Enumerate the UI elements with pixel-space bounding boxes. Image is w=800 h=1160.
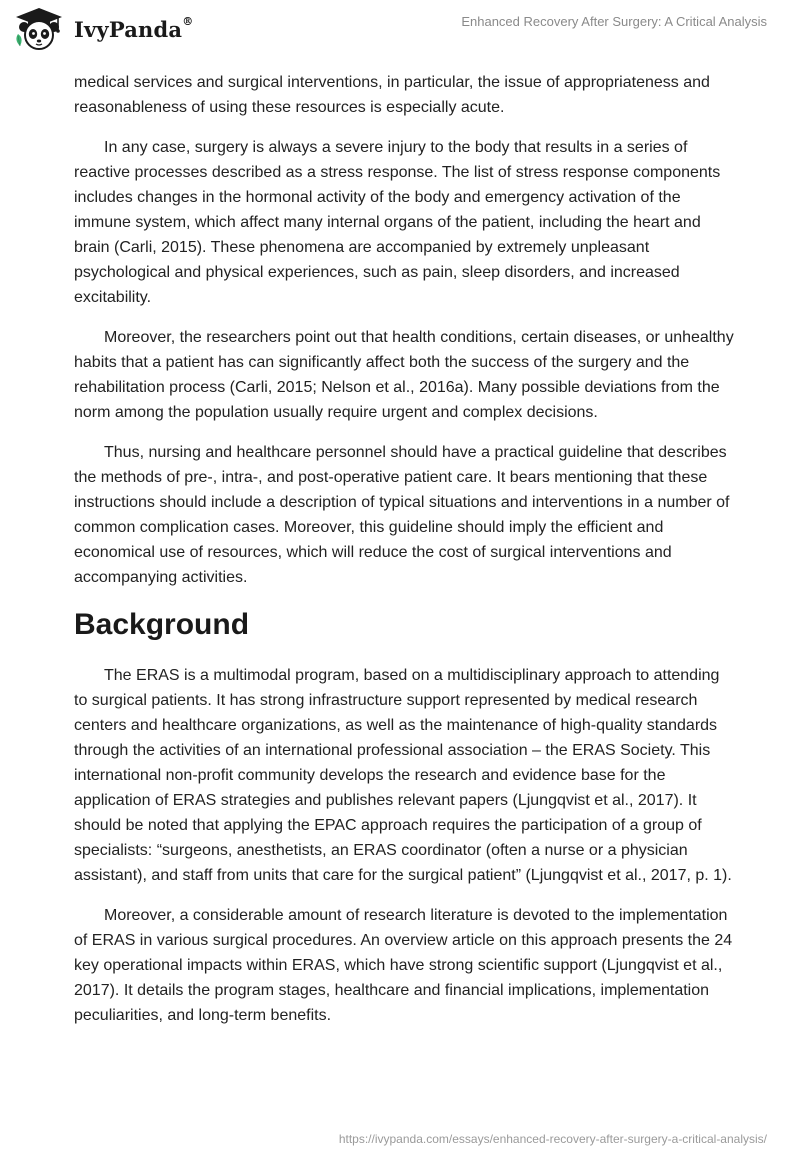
paragraph: Moreover, a considerable amount of research literature is devoted to the implementation of ERAS in various surgical procedures. An overview article on this approach presents the 24 key operational impacts within ERAS, which have strong scientific support (Ljungqvist et al., 2017). It details the program stages, healthcare and financial implications, implementation peculiarities, and long-term benefits. bbox=[74, 907, 733, 1024]
paragraph: In any case, surgery is always a severe injury to the body that results in a series of reactive processes described as a stress response. The list of stress response components includes changes in the hormonal activity of the body and emergency activation of the immune system, which affect many internal organs of the patient, including the heart and brain (Carli, 2015). These phenomena are accompanied by extremely unpleasant psychological and physical experiences, such as pain, sleep disorders, and increased excitability. bbox=[74, 139, 721, 306]
brand-name: IvyPanda® bbox=[74, 14, 194, 42]
paragraph: Thus, nursing and healthcare personnel should have a practical guideline that describes the methods of pre-, intra-, and post-operative patient care. It bears mentioning that these instructions should include a description of typical situations and interventions in a number of common complication cases. Moreover, this guideline should imply the efficient and economical use of resources, which will reduce the cost of surgical interventions and accompanying activities. bbox=[74, 444, 730, 586]
brand-logo[interactable] bbox=[12, 6, 193, 52]
source-url-link[interactable]: https://ivypanda.com/essays/enhanced-recovery-after-surgery-a-critical-analysis/ bbox=[338, 1132, 767, 1146]
paragraph: The ERAS is a multimodal program, based on a multidisciplinary approach to attending to surgical patients. It has strong infrastructure support represented by medical research centers and healthcare organizations, as well as the maintenance of high-quality standards through the activities of an international professional association – the ERAS Society. This international non-profit community develops the research and evidence base for the application of ERAS strategies and publishes relevant papers (Ljungqvist et al., 2017). It should be noted that applying the EPAC approach requires the participation of a group of specialists: “surgeons, anesthetists, an ERAS coordinator (often a nurse or a physician assistant), and staff from units that care for the surgical patient” (Ljungqvist et al., 2017, p. 1). bbox=[74, 667, 732, 884]
registered-mark: ® bbox=[182, 14, 194, 28]
paragraph: medical services and surgical interventions, in particular, the issue of appropriateness and reasonableness of using these resources is especially acute. bbox=[74, 74, 710, 116]
section-heading: Background bbox=[74, 608, 250, 641]
panda-graduate-icon bbox=[12, 6, 66, 52]
document-title: Enhanced Recovery After Surgery: A Critical Analysis bbox=[461, 14, 767, 29]
paragraph: Moreover, the researchers point out that health conditions, certain diseases, or unhealthy habits that a patient has can significantly affect both the success of the surgery and the rehabilitation process (Carli, 2015; Nelson et al., 2016a). Many possible deviations from the norm among the population usually require urgent and complex decisions. bbox=[74, 329, 734, 421]
essay-body bbox=[74, 70, 734, 1043]
page-header bbox=[0, 0, 800, 70]
